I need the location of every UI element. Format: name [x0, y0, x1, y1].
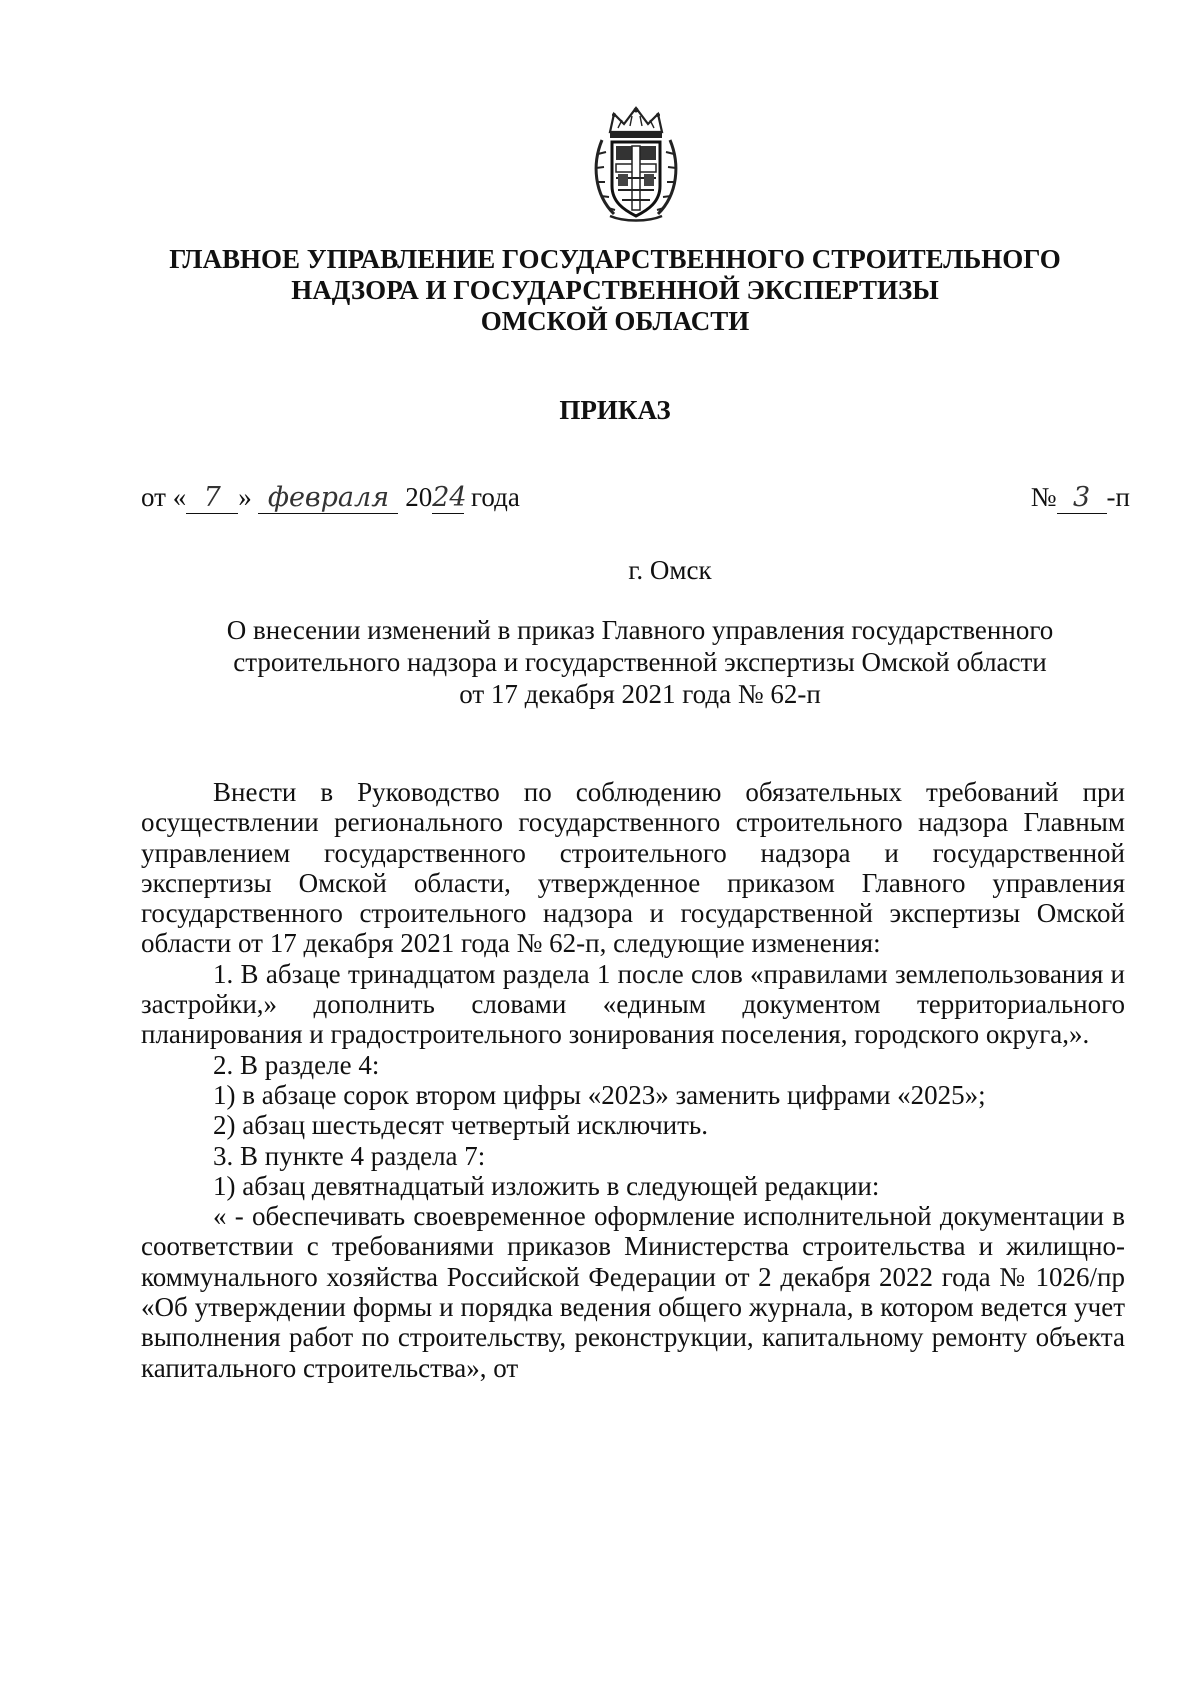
body-paragraph: Внести в Руководство по соблюдению обязательных требований при осуществлении регионального государственного строительного надзора Главным управлением государственного строительного надзора и государственной экспертизы Омской области, утвержденное приказом Главного управления государственного строительного надзора и государственной экспертизы Омской области от 17 декабря 2021 года № 62-п, следующие изменения:	[141, 777, 1125, 959]
year-handwritten: 24	[432, 482, 467, 513]
from-label: от «	[141, 482, 187, 512]
org-line-2: НАДЗОРА И ГОСУДАРСТВЕННОЙ ЭКСПЕРТИЗЫ	[291, 275, 939, 305]
document-number	[1031, 480, 1130, 514]
body-paragraph: 1) в абзаце сорок втором цифры «2023» заменить цифрами «2025»;	[213, 1079, 986, 1110]
body-paragraph: 1) абзац девятнадцатый изложить в следующей редакции:	[213, 1170, 880, 1201]
number-label: №	[1030, 482, 1057, 512]
month-handwritten: февраля	[258, 483, 398, 514]
document-body	[141, 777, 1125, 1383]
document-type-title: ПРИКАЗ	[559, 395, 671, 425]
year-prefix: 20	[405, 482, 433, 512]
city: г. Омск	[628, 555, 712, 585]
subject-line-1: О внесении изменений в приказ Главного управления государственного	[226, 615, 1054, 645]
body-paragraph: 2) абзац шестьдесят четвертый исключить.	[213, 1110, 708, 1141]
body-paragraph: « - обеспечивать своевременное оформление исполнительной документации в соответствии с требованиями приказов Министерства строительства и жилищно-коммунального хозяйства Российской Федерации от 2 декабря 2022 года № 1026/пр «Об утверждении формы и порядка ведения общего журнала, в котором ведется учет выполнения работ по строительству, реконструкции, капитальному ремонту объекта капитального строительства», от	[141, 1201, 1125, 1383]
date-line	[141, 480, 520, 514]
day-handwritten: 7	[186, 483, 238, 514]
subject-line-2: строительного надзора и государственной экспертизы Омской области	[233, 647, 1047, 677]
body-paragraph: 2. В разделе 4:	[213, 1049, 380, 1080]
omsk-oblast-coat-of-arms-icon	[588, 104, 684, 222]
org-line-1: ГЛАВНОЕ УПРАВЛЕНИЕ ГОСУДАРСТВЕННОГО СТРОИТЕЛЬНОГО	[169, 244, 1061, 274]
number-suffix: -п	[1106, 482, 1130, 512]
organization-heading	[150, 244, 1080, 337]
org-line-3: ОМСКОЙ ОБЛАСТИ	[480, 306, 750, 336]
year-word: года	[470, 482, 520, 512]
number-handwritten: 3	[1057, 483, 1107, 514]
document-subject	[150, 614, 1130, 710]
quote-close: »	[238, 482, 252, 512]
body-paragraph: 1. В абзаце тринадцатом раздела 1 после слов «правилами землепользования и застройки,» дополнить словами «единым документом территориального планирования и градостроительного зонирования поселения, городского округа,».	[141, 958, 1125, 1050]
body-paragraph: 3. В пункте 4 раздела 7:	[213, 1140, 486, 1171]
subject-line-3: от 17 декабря 2021 года № 62-п	[459, 679, 821, 709]
